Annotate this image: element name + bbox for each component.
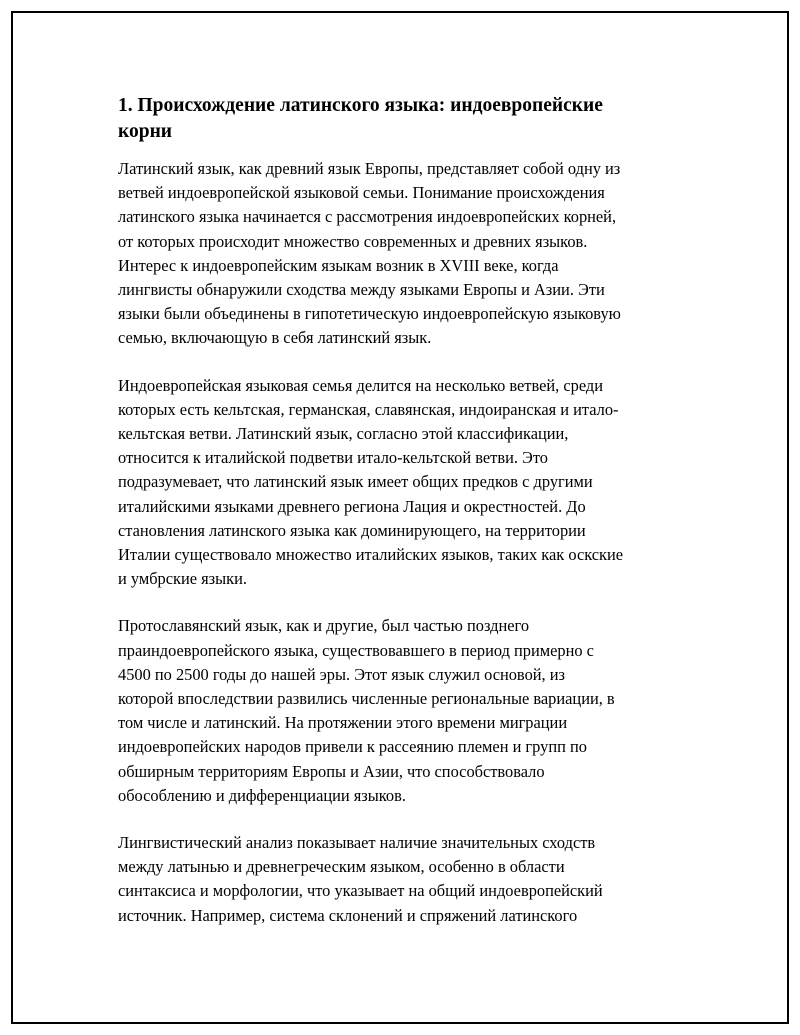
text-line: индоевропейских народов привели к рассеянию племен и групп по — [118, 737, 587, 757]
text-line: Лингвистический анализ показывает наличие значительных сходств — [118, 833, 596, 853]
text-line: 4500 по 2500 годы до нашей эры. Этот язык служил основой, из — [118, 664, 565, 684]
text-line: между латынью и древнегреческим языком, особенно в области — [118, 857, 565, 877]
text-line: Латинский язык, как древний язык Европы, представляет собой одну из — [118, 159, 621, 178]
text-line: праиндоевропейского языка, существовавшего в период примерно с — [118, 640, 594, 660]
text-line: том числе и латинский. На протяжении этого времени миграции — [118, 713, 568, 733]
text-line: обширным территориям Европы и Азии, что способствовало — [118, 761, 545, 781]
text-line: италийскими языками древнего региона Лация и окрестностей. До — [118, 496, 586, 516]
text-line: относится к италийской подветви итало-кельтской ветви. Это — [118, 448, 548, 468]
document-body — [118, 93, 688, 951]
paragraph — [118, 374, 688, 592]
text-line: Индоевропейская языковая семья делится на несколько ветвей, среди — [118, 375, 603, 395]
text-line: Протославянский язык, как и другие, был частью позднего — [118, 616, 530, 636]
heading-line: корни — [118, 121, 173, 142]
paragraph — [118, 157, 688, 351]
text-line: семью, включающую в себя латинский язык. — [118, 328, 432, 348]
heading-line: 1. Происхождение латинского языка: индоевропейские — [118, 95, 603, 116]
paragraph — [118, 614, 688, 808]
text-line: ветвей индоевропейской языковой семьи. Понимание происхождения — [118, 183, 605, 203]
text-line: которой впоследствии развились численные региональные вариации, в — [118, 689, 615, 709]
section-heading — [118, 93, 688, 145]
text-line: Интерес к индоевропейским языкам возник в XVIII веке, когда — [118, 255, 559, 275]
text-line: и умбрские языки. — [118, 569, 247, 589]
text-line: обособлению и дифференциации языков. — [118, 785, 406, 805]
text-line: Италии существовало множество италийских языков, таких как оскские — [118, 545, 624, 565]
text-line: которых есть кельтская, германская, славянская, индоиранская и итало- — [118, 399, 619, 419]
text-line: источник. Например, система склонений и спряжений латинского — [118, 905, 578, 925]
text-line: становления латинского языка как доминирующего, на территории — [118, 520, 586, 540]
paragraph — [118, 831, 688, 928]
text-line: от которых происходит множество современных и древних языков. — [118, 231, 588, 251]
text-line: языки были объединены в гипотетическую индоевропейскую языковую — [118, 304, 621, 324]
text-line: латинского языка начинается с рассмотрения индоевропейских корней, — [118, 207, 617, 227]
text-line: подразумевает, что латинский язык имеет общих предков с другими — [118, 472, 593, 492]
text-line: лингвисты обнаружили сходства между языками Европы и Азии. Эти — [118, 280, 605, 300]
text-line: кельтская ветви. Латинский язык, согласно этой классификации, — [118, 424, 569, 444]
text-line: синтаксиса и морфологии, что указывает на общий индоевропейский — [118, 881, 603, 901]
